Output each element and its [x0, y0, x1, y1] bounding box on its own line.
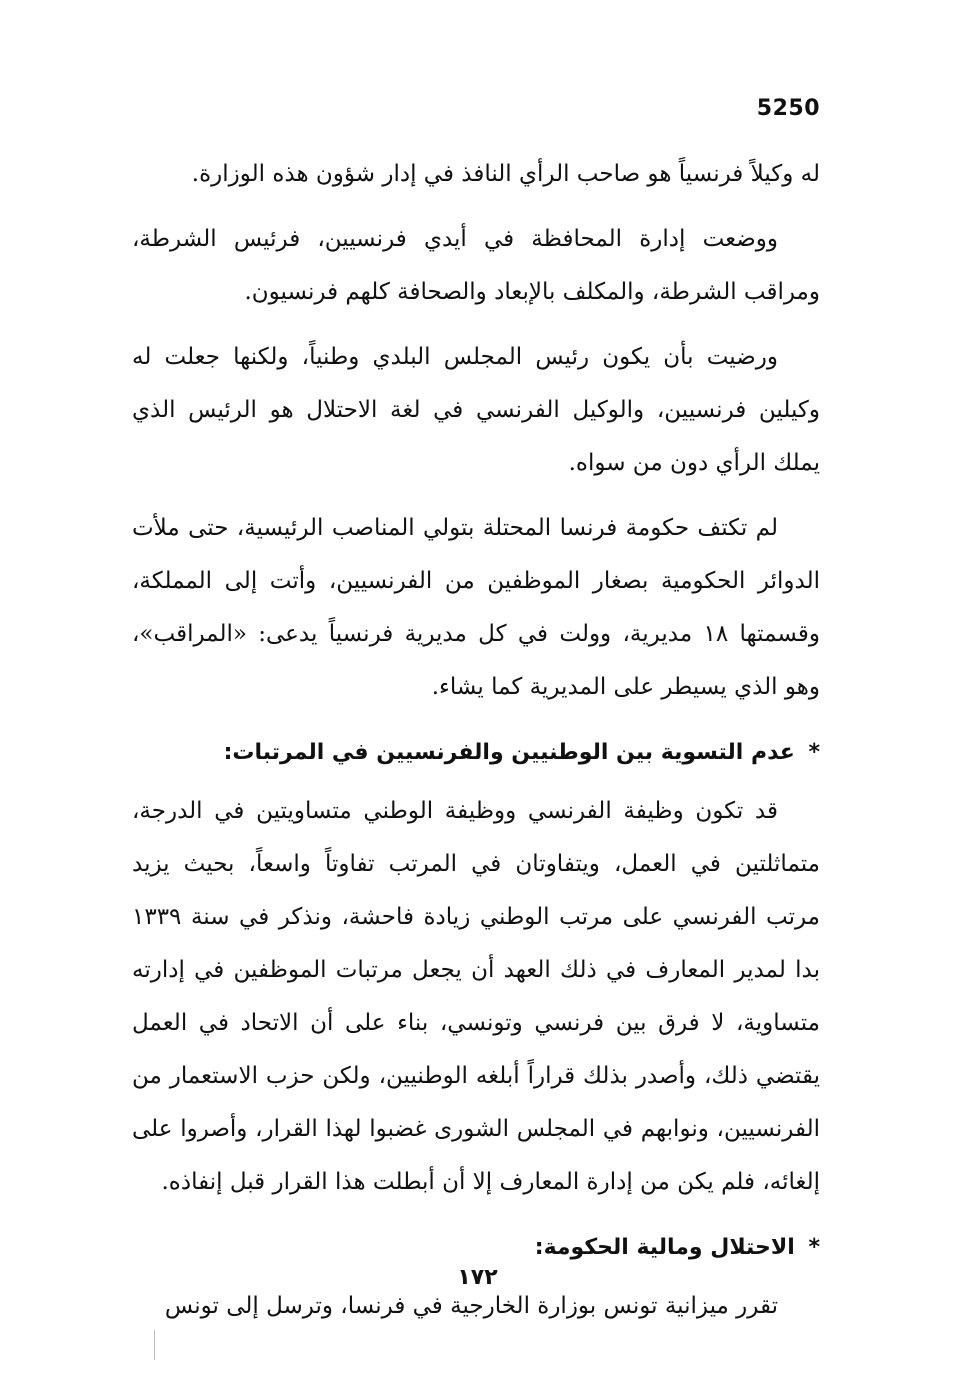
- section-heading-text: الاحتلال ومالية الحكومة:: [534, 1235, 795, 1260]
- paragraph: ووضعت إدارة المحافظة في أيدي فرنسيين، فرئيس الشرطة، ومراقب الشرطة، والمكلف بالإبعاد والصحافة كلهم فرنسيون.: [132, 226, 820, 305]
- section-heading-text: عدم التسوية بين الوطنيين والفرنسيين في المرتبات:: [223, 740, 795, 765]
- paragraph: ورضيت بأن يكون رئيس المجلس البلدي وطنياً، ولكنها جعلت له وكيلين فرنسيين، والوكيل الفرنسي في لغة الاحتلال هو الرئيس الذي يملك الرأي دون من سواه.: [132, 344, 820, 476]
- paragraph: له وكيلاً فرنسياً هو صاحب الرأي النافذ في إدار شؤون هذه الوزارة.: [191, 161, 820, 187]
- paragraph: لم تكتف حكومة فرنسا المحتلة بتولي المناصب الرئيسية، حتى ملأت الدوائر الحكومية بصغار الموظفين من الفرنسيين، وأتت إلى المملكة، وقسمتها ١٨ مديرية، وولت في كل مديرية فرنسياً يدعى: «المراقب»، وهو الذي يسيطر على المديرية كما يشاء.: [132, 515, 821, 700]
- asterisk-bullet-icon: *: [808, 1235, 820, 1260]
- body-text: [132, 148, 820, 1345]
- asterisk-bullet-icon: *: [808, 740, 820, 765]
- section-heading: [132, 726, 820, 779]
- page-number: ١٧٢: [457, 1265, 498, 1290]
- paragraph: تقرر ميزانية تونس بوزارة الخارجية في فرنسا، وترسل إلى تونس: [164, 1293, 778, 1319]
- scan-edge-mark: [154, 1330, 155, 1360]
- page-code: 5250: [756, 96, 820, 121]
- paragraph: قد تكون وظيفة الفرنسي ووظيفة الوطني متساويتين في الدرجة، متماثلتين في العمل، ويتفاوتان في المرتب تفاوتاً واسعاً، بحيث يزيد مرتب الفرنسي على مرتب الوطني زيادة فاحشة، ونذكر في سنة ١٣٣٩ بدا لمدير المعارف في ذلك العهد أن يجعل مرتبات الموظفين في إدارته متساوية، لا فرق بين فرنسي وتونسي، بناء على أن الاتحاد في العمل يقتضي ذلك، وأصدر بذلك قراراً أبلغه الوطنيين، ولكن حزب الاستعمار من الفرنسيين، ونوابهم في المجلس الشورى غضبوا لهذا القرار، وأصروا على إلغائه، فلم يكن من إدارة المعارف إلا أن أبطلت هذا القرار قبل إنفاذه.: [132, 798, 820, 1195]
